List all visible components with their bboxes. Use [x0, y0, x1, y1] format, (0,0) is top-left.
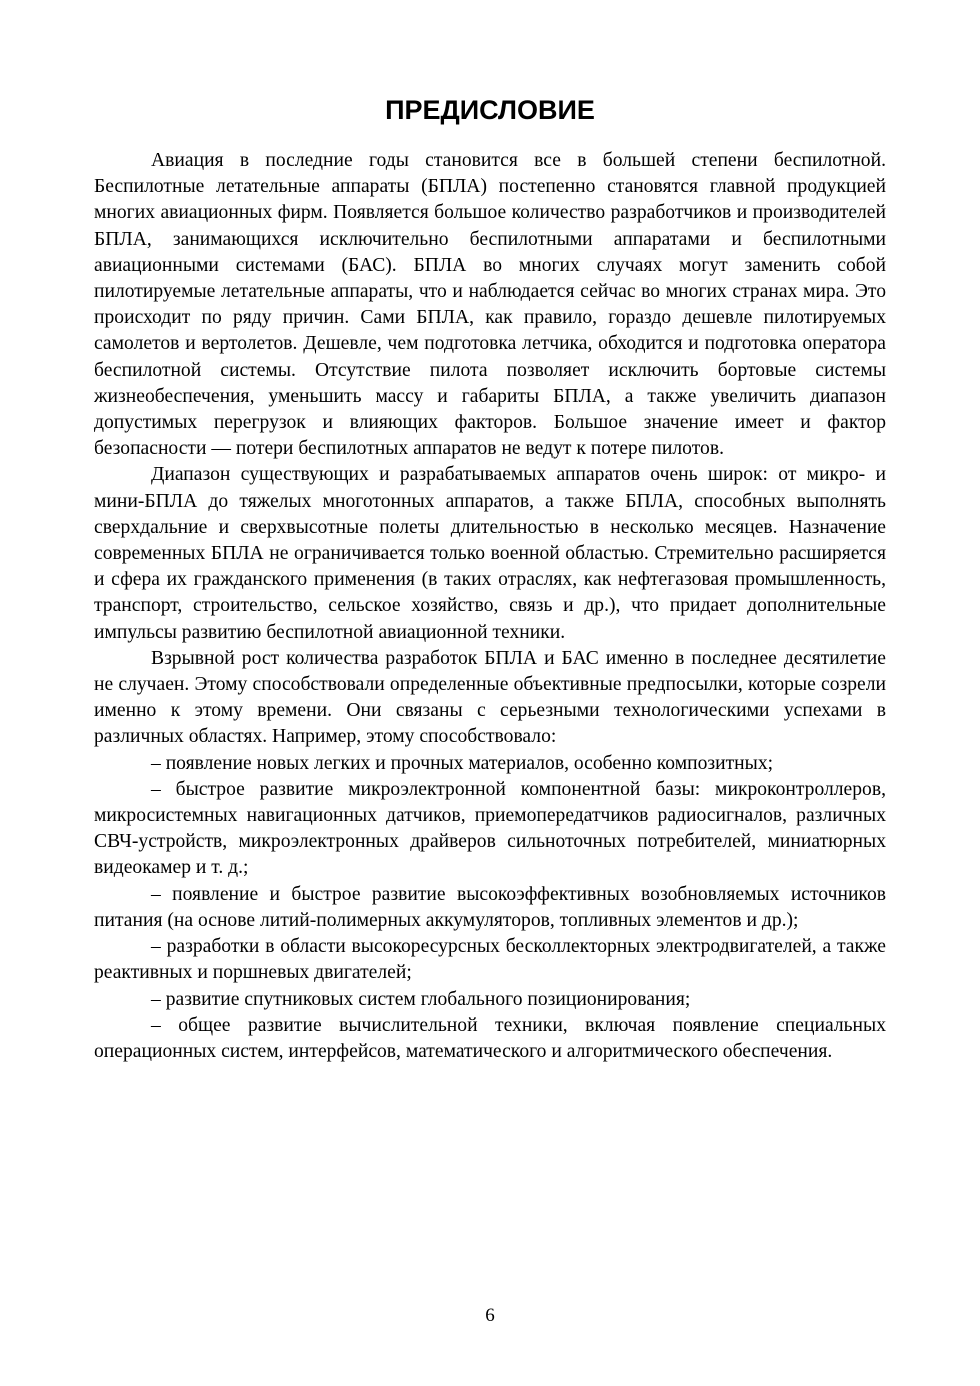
- list-item-materials: – появление новых легких и прочных материалов, особенно композитных;: [151, 752, 774, 774]
- paragraph-intro: Авиация в последние годы становится все в большей степени беспилотной. Беспилотные летательные аппараты (БПЛА) постепенно становятся главной продукцией многих авиационных фирм. Появляется большое количество разработчиков и производителей БПЛА, занимающихся исключительно беспилотными аппаратами и беспилотными авиационными системами (БАС). БПЛА во многих случаях могут заменить собой пилотируемые летательные аппараты, что и наблюдается сейчас во многих странах мира. Это происходит по ряду причин. Сами БПЛА, как правило, гораздо дешевле пилотируемых самолетов и вертолетов. Дешевле, чем подготовка летчика, обходится и подготовка оператора беспилотной системы. Отсутствие пилота позволяет исключить бортовые системы жизнеобеспечения, уменьшить массу и габариты БПЛА, а также увеличить диапазон допустимых перегрузок и влияющих факторов. Большое значение имеет и фактор безопасности — потери беспилотных аппаратов не ведут к потере пилотов.: [94, 150, 886, 460]
- page-title: ПРЕДИСЛОВИЕ: [385, 95, 595, 125]
- paragraph-range: Диапазон существующих и разрабатываемых аппаратов очень широк: от микро- и мини-БПЛА до тяжелых многотонных аппаратов, а также БПЛА, способных выполнять сверхдальние и сверхвысотные полеты длительностью в несколько месяцев. Назначение современных БПЛА не ограничивается только военной областью. Стремительно расширяется и сфера их гражданского применения (в таких отраслях, как нефтегазовая промышленность, транспорт, строительство, сельское хозяйство, связь и др.), что придает дополнительные импульсы развитию беспилотной авиационной техники.: [94, 464, 886, 643]
- list-item-computing: – общее развитие вычислительной техники, включая появление специальных операционных систем, интерфейсов, математического и алгоритмического обеспечения.: [94, 1014, 886, 1062]
- body-text: [94, 148, 886, 1065]
- paragraph-growth: Взрывной рост количества разработок БПЛА и БАС именно в последнее десятилетие не случаен. Этому способствовали определенные объективные предпосылки, которые созрели именно к этому времени. Они связаны с серьезными технологическими успехами в различных областях. Например, этому способствовало:: [94, 647, 886, 748]
- list-item-satellite-positioning: – развитие спутниковых систем глобального позиционирования;: [151, 988, 691, 1010]
- page-number: 6: [485, 1305, 495, 1326]
- list-item-power-sources: – появление и быстрое развитие высокоэффективных возобновляемых источников питания (на основе литий-полимерных аккумуляторов, топливных элементов и др.);: [94, 883, 886, 931]
- list-item-engines: – разработки в области высокоресурсных бесколлекторных электродвигателей, а также реактивных и поршневых двигателей;: [94, 936, 886, 984]
- list-item-microelectronics: – быстрое развитие микроэлектронной компонентной базы: микроконтроллеров, микросистемных навигационных датчиков, приемопередатчиков радиосигналов, различных СВЧ-устройств, микроэлектронных драйверов сильноточных потребителей, миниатюрных видеокамер и т. д.;: [94, 778, 886, 879]
